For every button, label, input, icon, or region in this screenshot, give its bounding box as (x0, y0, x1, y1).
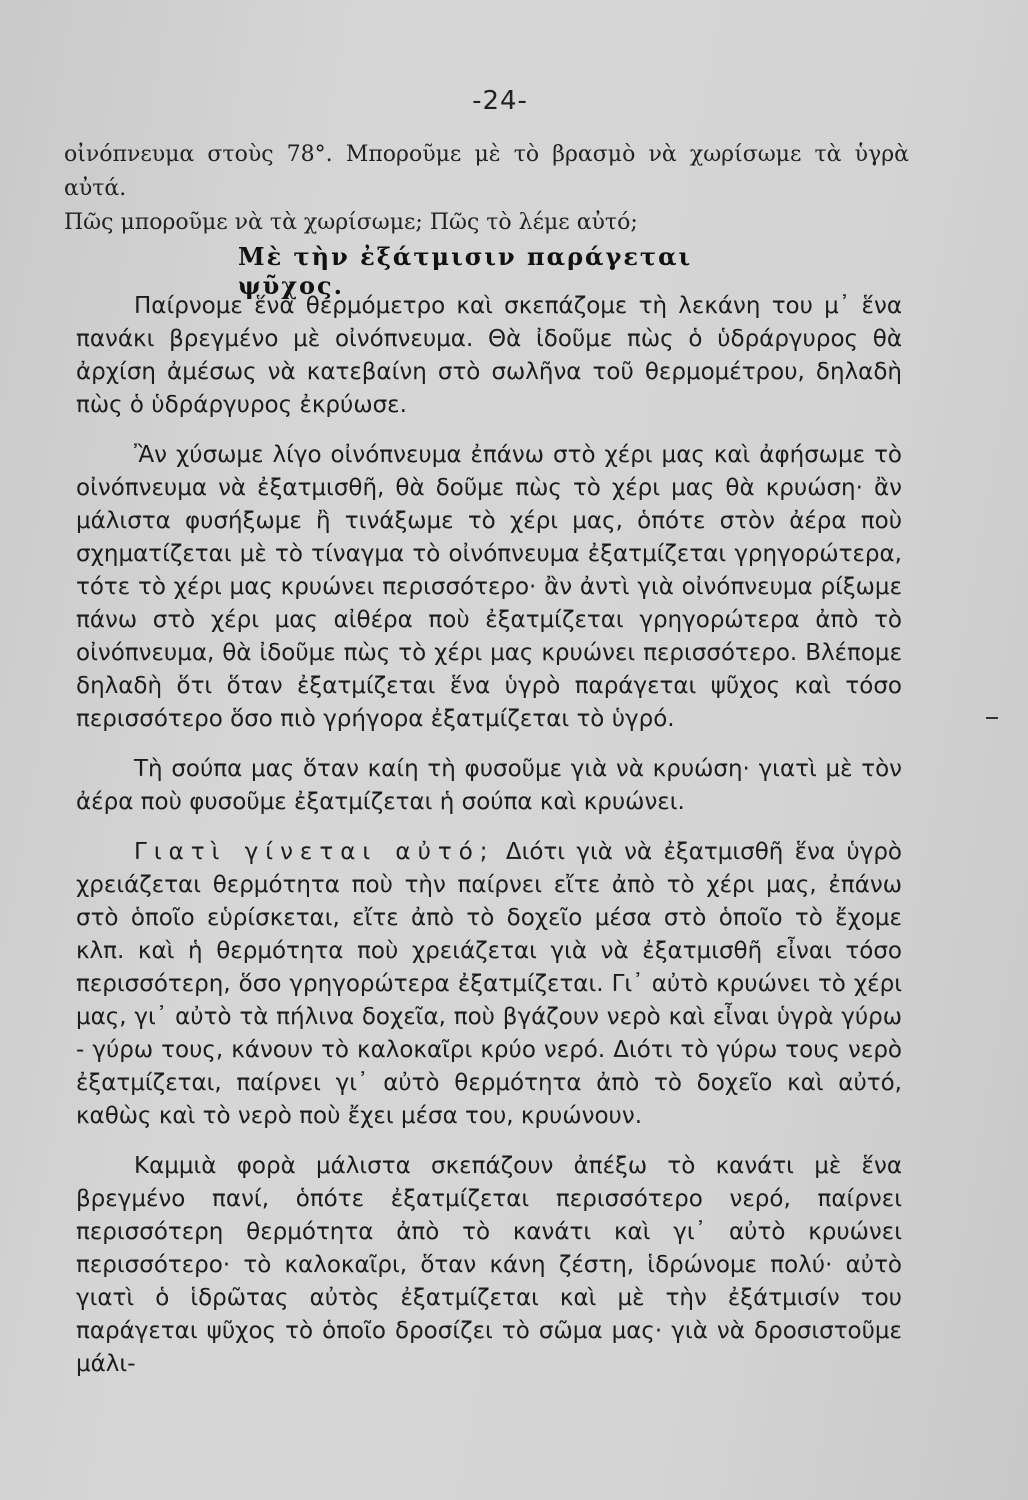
intro-line-1: οἰνόπνευμα στοὺς 78°. Μποροῦμε μὲ τὸ βρασμὸ νὰ χωρίσωμε τὰ ὑγρὰ αὐτά. (64, 142, 909, 201)
why-text: Διότι γιὰ νὰ ἐξατμισθῆ ἕνα ὑγρὸ χρειάζεται θερμότητα ποὺ τὴν παίρνει εἴτε ἀπὸ τὸ χέρι μας, ἐπάνω στὸ ὁποῖο εὑρίσκεται, εἴτε ἀπὸ τὸ δοχεῖο μέσα στὸ ὁποῖο τὸ ἔχομε κλπ. καὶ ἡ θερμότητα ποὺ χρειάζεται γιὰ νὰ ἐξατμισθῆ εἶναι τόσο περισσότερη, ὅσο γρηγορώτερα ἐξατμίζεται. Γι᾽ αὐτὸ κρυώνει τὸ χέρι μας, γι᾽ αὐτὸ τὰ πήλινα δοχεῖα, ποὺ βγάζουν νερὸ καὶ εἶναι ὑγρὰ γύρω - γύρω τους, κάνουν τὸ καλοκαῖρι κρύο νερό. Διότι τὸ γύρω τους νερὸ ἐξατμίζεται, παίρνει γι᾽ αὐτὸ θερμότητα ἀπὸ τὸ δοχεῖο καὶ αὐτό, καθὼς καὶ τὸ νερὸ ποὺ ἔχει μέσα του, κρυώνουν. (76, 839, 902, 1129)
intro-continuation (64, 138, 909, 240)
page-number: -24- (472, 86, 528, 116)
paragraph-why (76, 836, 902, 1133)
paragraph-alcohol-hand: Ἂν χύσωμε λίγο οἰνόπνευμα ἐπάνω στὸ χέρι μας καὶ ἀφήσωμε τὸ οἰνόπνευμα νὰ ἐξατμισθῆ, θὰ δοῦμε πὼς τὸ χέρι μας θὰ κρυώση· ἂν μάλιστα φυσήξωμε ἢ τινάξωμε τὸ χέρι μας, ὁπότε στὸν ἀέρα ποὺ σχηματίζεται μὲ τὸ τίναγμα τὸ οἰνόπνευμα ἐξατμίζεται γρηγορώτερα, τότε τὸ χέρι μας κρυώνει περισσότερο· ἂν ἀντὶ γιὰ οἰνόπνευμα ρίξωμε πάνω στὸ χέρι μας αἰθέρα ποὺ ἐξατμίζεται γρηγορώτερα ἀπὸ τὸ οἰνόπνευμα, θὰ ἰδοῦμε πὼς τὸ χέρι μας κρυώνει περισσότερο. Βλέπομε δηλαδὴ ὅτι ὅταν ἐξατμίζεται ἕνα ὑγρὸ παράγεται ψῦχος καὶ τόσο περισσότερο ὅσο πιὸ γρήγορα ἐξατμίζεται τὸ ὑγρό. (76, 442, 902, 732)
paragraph-jug: Καμμιὰ φορὰ μάλιστα σκεπάζουν ἀπέξω τὸ κανάτι μὲ ἕνα βρεγμένο πανί, ὁπότε ἐξατμίζεται περισσότερο νερό, παίρνει περισσότερη θερμότητα ἀπὸ τὸ κανάτι καὶ γι᾽ αὐτὸ κρυώνει περισσότερο· τὸ καλοκαῖρι, ὅταν κάνη ζέστη, ἱδρώνομε πολύ· αὐτὸ γιατὶ ὁ ἱδρῶτας αὐτὸς ἐξατμίζεται καὶ μὲ τὴν ἐξάτμισίν του παράγεται ψῦχος τὸ ὁποῖο δροσίζει τὸ σῶμα μας· γιὰ νὰ δροσιστοῦμε μάλι- (76, 1153, 902, 1377)
section-heading: Μὲ τὴν ἐξάτμισιν παράγεται ψῦχος. (238, 242, 693, 300)
paragraph-soup: Τὴ σούπα μας ὅταν καίη τὴ φυσοῦμε γιὰ νὰ κρυώση· γιατὶ μὲ τὸν ἀέρα ποὺ φυσοῦμε ἐξατμίζεται ἡ σούπα καὶ κρυώνει. (76, 756, 902, 815)
paragraph-thermometer: Παίρνομε ἕνα θερμόμετρο καὶ σκεπάζομε τὴ λεκάνη του μ᾽ ἕνα πανάκι βρεγμένο μὲ οἰνόπνευμα. Θὰ ἰδοῦμε πὼς ὁ ὑδράργυρος θὰ ἀρχίση ἀμέσως νὰ κατεβαίνη στὸ σωλῆνα τοῦ θερμομέτρου, δηλαδὴ πὼς ὁ ὑδράργυρος ἐκρύωσε. (76, 293, 902, 418)
margin-mark (986, 717, 998, 719)
intro-line-2: Πῶς μποροῦμε νὰ τὰ χωρίσωμε; Πῶς τὸ λέμε αὐτό; (64, 210, 638, 235)
body-text (76, 290, 902, 1381)
why-lead: Γιατὶ γίνεται αὐτό; (134, 839, 495, 865)
